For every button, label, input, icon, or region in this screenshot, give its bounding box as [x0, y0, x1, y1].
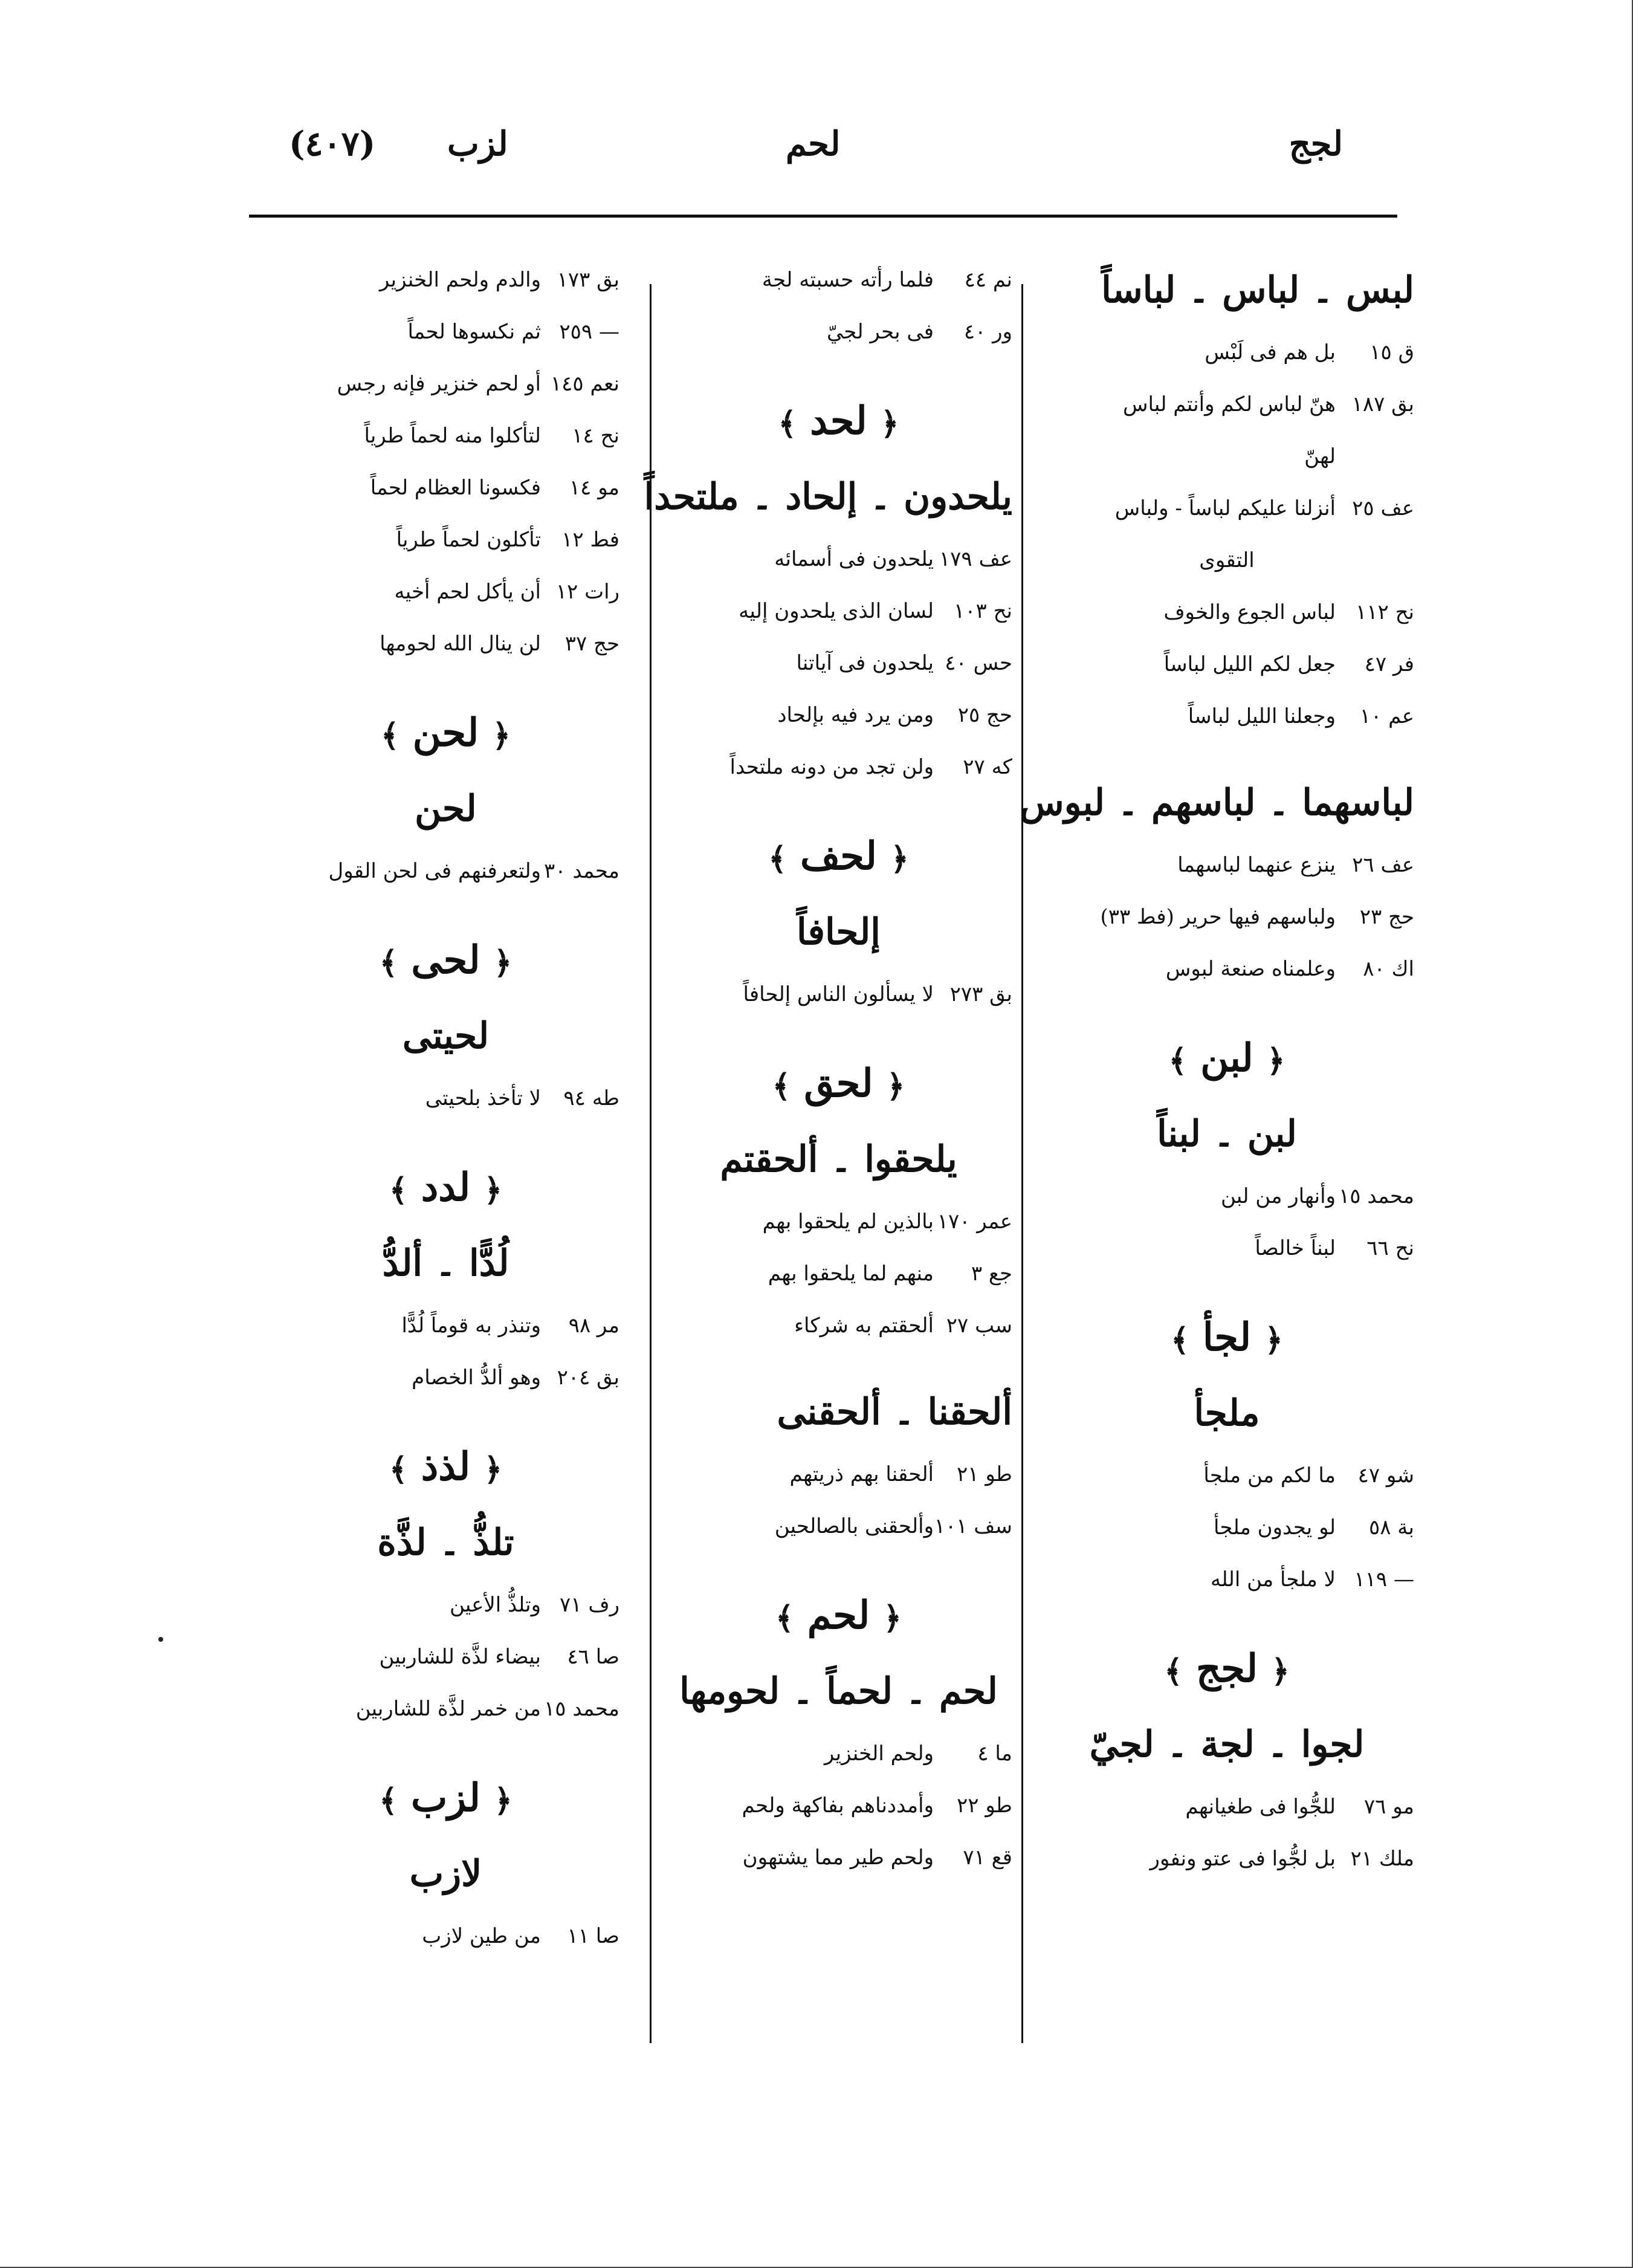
entry-text: من خمر لذَّة للشاربين [355, 1697, 541, 1721]
entry-text: وتنذر به قوماً لُدًّا [401, 1314, 541, 1338]
section-gap [272, 1735, 619, 1759]
ornament-right-icon: ﴿ [493, 944, 513, 982]
headwords: يلحدون ۔ إلحاد ۔ ملتحداً [644, 476, 1012, 518]
entry-reference: نعم ١٤٥ [550, 372, 619, 396]
headwords: لحن [415, 788, 477, 830]
header-left-word: لزب [447, 124, 508, 164]
root-word: لحف [800, 834, 878, 879]
entry-text: ثم نكسوها لحماً [407, 320, 541, 344]
entry-reference: — ٢٥٩ [559, 320, 619, 344]
entry-reference: نح ١٠٣ [953, 599, 1012, 623]
entry-reference: ق ١٥ [1369, 340, 1414, 364]
root-heading [272, 1428, 619, 1506]
entry-text: أن يأكل لحم أخيه [394, 580, 541, 604]
section-gap [1040, 1885, 1414, 1909]
root-word: لحن [412, 710, 479, 756]
entry-reference: كه ٢٧ [963, 755, 1012, 779]
dictionary-section [1040, 1298, 1414, 1605]
concordance-entry [272, 1072, 619, 1124]
section-gap [1040, 995, 1414, 1019]
concordance-entry [272, 1352, 619, 1404]
entry-reference: شو ٤٧ [1357, 1463, 1414, 1488]
root-word: لحم [807, 1593, 870, 1638]
section-gap [1040, 742, 1414, 766]
entry-text: وجعلنا الليل لباساً [1188, 704, 1336, 728]
root-word: لدد [421, 1165, 471, 1210]
section-gap [665, 1352, 1012, 1376]
root-word: لحق [804, 1061, 873, 1106]
headwords: ألحقنا ۔ ألحقنى [777, 1391, 1012, 1433]
concordance-entry [272, 462, 619, 514]
concordance-entry [272, 845, 619, 897]
ornament-right-icon: ﴿ [1267, 1042, 1285, 1080]
root-heading [272, 1149, 619, 1227]
concordance-entry [1040, 326, 1414, 378]
entry-reference: محمد ١٥ [543, 1697, 619, 1721]
root-heading [665, 1576, 1012, 1655]
concordance-entry [665, 1196, 1012, 1248]
entry-text: بل لجُّوا فى عتو ونفور [1150, 1847, 1336, 1871]
entry-text: جعل لكم الليل لباساً [1163, 652, 1336, 676]
entry-reference: بق ١٧٣ [557, 268, 619, 292]
concordance-entry [272, 618, 619, 670]
concordance-entry [1040, 482, 1414, 534]
ornament-right-icon: ﴿ [494, 1782, 513, 1819]
ornament-right-icon: ﴿ [483, 1451, 503, 1488]
headwords: لباسهما ۔ لباسهم ۔ لبوس [1020, 782, 1414, 824]
entry-text: وأمددناهم بفاكهة ولحم [742, 1793, 934, 1818]
entry-reference: طو ٢١ [957, 1462, 1012, 1486]
entry-text: ولتعرفنهم فى لحن القول [328, 859, 541, 883]
entry-text: لا ملجأ من الله [1211, 1567, 1336, 1592]
concordance-entry [665, 1832, 1012, 1884]
concordance-entry [1040, 586, 1414, 638]
root-heading [665, 382, 1012, 461]
section-gap [665, 1884, 1012, 1908]
header-right-word: لجج [1289, 124, 1343, 164]
entry-reference: عف ٢٦ [1352, 853, 1414, 877]
entry-reference: نح ١٤ [572, 424, 619, 448]
concordance-entry [665, 1500, 1012, 1552]
concordance-entry [272, 306, 619, 358]
column-divider-right [1021, 284, 1023, 2043]
entry-text: لتأكلوا منه لحماً طرياً [364, 424, 541, 448]
entry-text: هنّ لباس لكم وأنتم لباس [1123, 392, 1336, 416]
dictionary-section [1020, 766, 1414, 995]
concordance-entry [1040, 1502, 1414, 1554]
entry-reference: اك ٨٠ [1363, 957, 1414, 981]
dictionary-section [272, 1428, 619, 1735]
concordance-entry [272, 1683, 619, 1735]
headwords: تلذُّ ۔ لذَّة [377, 1521, 514, 1564]
column-right [1020, 254, 1414, 1909]
ornament-left-icon: ﴾ [379, 944, 398, 982]
root-word: لجج [1195, 1646, 1258, 1691]
ornament-left-icon: ﴾ [778, 405, 797, 442]
concordance-entry [1040, 1781, 1414, 1833]
entry-text: تأكلون لحماً طرياً [396, 528, 541, 552]
ornament-left-icon: ﴾ [1164, 1653, 1183, 1690]
entry-text: لن ينال الله لحومها [380, 632, 541, 656]
entry-continuation: لهنّ [1304, 444, 1336, 468]
entry-reference: مر ٩٨ [568, 1314, 619, 1338]
concordance-entry [665, 1448, 1012, 1500]
entry-text: من طين لازب [422, 1924, 541, 1948]
dictionary-section [272, 921, 619, 1124]
dictionary-section [665, 817, 1012, 1020]
root-word: لجأ [1202, 1315, 1252, 1360]
entry-continuation: التقوى [1199, 548, 1255, 572]
headwords: لازب [409, 1853, 482, 1895]
concordance-entry [1040, 1222, 1414, 1274]
entry-text: ولن تجد من دونه ملتحداً [729, 755, 934, 779]
entry-text: وأنهار من لبن [1221, 1184, 1336, 1208]
headwords: ملجأ [1194, 1392, 1260, 1434]
entry-text: لبناً خالصاً [1255, 1236, 1336, 1260]
entry-reference: بق ١٨٧ [1351, 392, 1414, 416]
entry-reference: محمد ١٥ [1338, 1184, 1414, 1208]
section-gap [665, 1020, 1012, 1045]
concordance-entry [1040, 891, 1414, 943]
entry-reference: سب ٢٧ [946, 1314, 1012, 1338]
headwords: لبن ۔ لبناً [1157, 1113, 1297, 1155]
section-gap [272, 1124, 619, 1149]
concordance-entry [1040, 1833, 1414, 1885]
root-heading [665, 1045, 1012, 1123]
concordance-entry [665, 637, 1012, 689]
entry-text: وألحقنى بالصالحين [774, 1514, 934, 1538]
dictionary-section [272, 694, 619, 897]
concordance-entry [665, 968, 1012, 1020]
entry-reference: ملك ٢١ [1350, 1847, 1414, 1871]
root-heading [272, 921, 619, 1000]
headwords: يلحقوا ۔ ألحقتم [720, 1138, 957, 1181]
section-gap [665, 793, 1012, 817]
dictionary-section [272, 254, 619, 670]
entry-text: ما لكم من ملجأ [1203, 1463, 1336, 1488]
entry-text: بيضاء لذَّة للشاربين [379, 1645, 541, 1669]
ornament-left-icon: ﴾ [772, 1068, 791, 1105]
entry-text: منهم لما يلحقوا بهم [768, 1262, 934, 1286]
entry-text: ولحم طير مما يشتهون [742, 1845, 934, 1870]
headwords: لحيتى [402, 1015, 490, 1057]
entry-reference: عف ٢٥ [1352, 496, 1414, 520]
root-heading [1040, 1630, 1414, 1708]
concordance-entry [665, 1728, 1012, 1780]
root-heading [1040, 1019, 1414, 1098]
concordance-entry [665, 585, 1012, 637]
root-heading [665, 817, 1012, 896]
entry-reference: بق ٢٠٤ [557, 1366, 619, 1390]
entry-reference: صا ١١ [567, 1924, 619, 1948]
concordance-entry [665, 741, 1012, 793]
entry-text: ألحقتم به شركاء [794, 1314, 934, 1338]
ornament-right-icon: ﴿ [1264, 1321, 1283, 1359]
concordance-entry [665, 1780, 1012, 1832]
ornament-left-icon: ﴾ [379, 1782, 398, 1819]
dictionary-section [272, 1149, 619, 1404]
root-heading [272, 1759, 619, 1838]
entry-reference: طو ٢٢ [957, 1793, 1012, 1818]
entry-reference: فط ١٢ [561, 528, 619, 552]
root-word: لذذ [421, 1444, 471, 1489]
ornament-right-icon: ﴿ [492, 717, 511, 754]
ornament-left-icon: ﴾ [380, 717, 399, 754]
entry-reference: نم ٤٤ [964, 268, 1012, 292]
root-word: لبن [1200, 1035, 1253, 1081]
concordance-entry [665, 254, 1012, 306]
concordance-entry [665, 1248, 1012, 1300]
ornament-right-icon: ﴿ [1271, 1653, 1290, 1690]
ornament-left-icon: ﴾ [389, 1171, 408, 1209]
ornament-right-icon: ﴿ [890, 840, 909, 878]
entry-text: لباس الجوع والخوف [1163, 600, 1336, 624]
dictionary-section [665, 1376, 1012, 1552]
concordance-entry [272, 1300, 619, 1352]
concordance-entry [272, 1910, 619, 1962]
headwords: لُدًّا ۔ ألدُّ [382, 1242, 509, 1285]
entry-reference: حج ٢٣ [1359, 905, 1414, 929]
concordance-entry [1040, 690, 1414, 742]
section-gap [1040, 1605, 1414, 1630]
section-gap [272, 1404, 619, 1428]
dictionary-section [272, 1759, 619, 1962]
concordance-entry [272, 1631, 619, 1683]
ornament-right-icon: ﴿ [886, 1068, 905, 1105]
entry-reference: صا ٤٦ [567, 1645, 619, 1669]
root-word: لحى [411, 938, 480, 983]
entry-reference: — ١١٩ [1354, 1567, 1414, 1592]
entry-text: ولحم الخنزير [824, 1742, 934, 1766]
entry-text: وتلذُّ الأعين [449, 1593, 541, 1617]
ornament-left-icon: ﴾ [1171, 1321, 1189, 1359]
entry-text: يلحدون فى آياتنا [796, 651, 934, 675]
section-gap [1040, 1274, 1414, 1298]
entry-reference: حس ٤٠ [945, 651, 1012, 675]
entry-reference: ما ٤ [977, 1742, 1012, 1766]
concordance-entry [272, 358, 619, 410]
concordance-entry [272, 254, 619, 306]
entry-text: بل هم فى لَبْس [1205, 340, 1336, 364]
concordance-entry [272, 514, 619, 566]
entry-reference: ور ٤٠ [963, 320, 1012, 344]
dictionary-section [665, 1576, 1012, 1884]
entry-text: وهو ألدُّ الخصام [412, 1366, 541, 1390]
headwords: لحم ۔ لحماً ۔ لحومها [679, 1670, 998, 1712]
concordance-entry [1040, 839, 1414, 891]
concordance-entry [1040, 1554, 1414, 1605]
ornament-left-icon: ﴾ [1168, 1042, 1187, 1080]
section-gap [272, 670, 619, 694]
page-number: (٤٠٧) [289, 124, 376, 164]
concordance-entry [665, 533, 1012, 585]
concordance-entry [1040, 1450, 1414, 1502]
entry-reference: فر ٤٧ [1364, 652, 1414, 676]
dictionary-section [644, 382, 1012, 793]
entry-reference: عمر ١٧٠ [937, 1210, 1012, 1234]
entry-reference: بة ٥٨ [1368, 1515, 1414, 1540]
ornament-right-icon: ﴿ [483, 1171, 503, 1209]
ornament-left-icon: ﴾ [389, 1451, 408, 1488]
root-heading [1040, 1298, 1414, 1377]
headwords: إلحافاً [797, 911, 881, 953]
entry-reference: رف ٧١ [559, 1593, 619, 1617]
entry-reference: نح ١١٢ [1355, 600, 1414, 624]
entry-text: ومن يرد فيه بإلحاد [777, 703, 934, 727]
entry-text: لسان الذى يلحدون إليه [739, 599, 934, 623]
entry-text: ألحقنا بهم ذريتهم [789, 1462, 934, 1486]
entry-text: فلما رأته حسبته لجة [762, 268, 934, 292]
entry-reference: مو ٧٦ [1363, 1795, 1414, 1819]
entry-reference: حج ٢٥ [957, 703, 1012, 727]
entry-reference: سف ١٠١ [934, 1514, 1012, 1538]
dictionary-section [1040, 1630, 1414, 1885]
entry-text: ينزع عنهما لباسهما [1177, 853, 1336, 877]
entry-text: لو يجدون ملجأ [1214, 1515, 1336, 1540]
entry-text: فى بحر لجيّ [826, 320, 934, 344]
entry-text: بالذين لم يلحقوا بهم [762, 1210, 934, 1234]
ornament-left-icon: ﴾ [775, 1599, 794, 1637]
entry-text: والدم ولحم الخنزير [379, 268, 541, 292]
column-middle [644, 254, 1012, 1908]
ornament-right-icon: ﴿ [883, 1599, 902, 1637]
entry-text: يلحدون فى أسمائه [774, 547, 934, 571]
dictionary-section [1040, 254, 1414, 742]
entry-reference: جع ٣ [971, 1262, 1012, 1286]
entry-text: للجُّوا فى طغيانهم [1185, 1795, 1336, 1819]
section-gap [272, 897, 619, 921]
entry-reference: مو ١٤ [569, 476, 619, 500]
concordance-entry [272, 1579, 619, 1631]
entry-reference: عم ١٠ [1359, 704, 1414, 728]
entry-text: وعلمناه صنعة لبوس [1165, 957, 1336, 981]
concordance-entry [665, 306, 1012, 358]
section-gap [665, 358, 1012, 382]
ornament-left-icon: ﴾ [768, 840, 787, 878]
entry-reference: طه ٩٤ [563, 1086, 619, 1110]
entry-reference: رات ١٢ [555, 580, 619, 604]
entry-reference: عف ١٧٩ [939, 547, 1012, 571]
section-gap [272, 1962, 619, 1986]
headwords: لجوا ۔ لجة ۔ لجيّ [1089, 1723, 1365, 1766]
dictionary-section [1040, 1019, 1414, 1274]
entry-text: فكسونا العظام لحماً [370, 476, 541, 500]
dictionary-section [665, 1045, 1012, 1352]
entry-reference: بق ٢٧٣ [949, 982, 1012, 1006]
section-gap [665, 1552, 1012, 1576]
concordance-entry [1040, 943, 1414, 995]
ornament-right-icon: ﴿ [880, 405, 899, 442]
root-word: لزب [410, 1775, 481, 1821]
entry-reference: حج ٣٧ [564, 632, 619, 656]
stray-dot [158, 1637, 163, 1642]
entry-reference: قع ٧١ [963, 1845, 1012, 1870]
concordance-entry [665, 689, 1012, 741]
entry-text: ولباسهم فيها حرير (فط ٣٣) [1100, 905, 1336, 929]
column-divider-left [650, 284, 652, 2043]
entry-text: أنزلنا عليكم لباساً - ولباس [1114, 496, 1336, 520]
concordance-entry [272, 566, 619, 618]
dictionary-section [665, 254, 1012, 358]
concordance-entry [272, 410, 619, 462]
root-word: لحد [810, 398, 867, 444]
concordance-entry [1040, 638, 1414, 690]
headwords: لبس ۔ لباس ۔ لباساً [1101, 269, 1414, 311]
entry-text: لا يسألون الناس إلحافاً [743, 982, 934, 1006]
entry-text: لا تأخذ بلحيتى [425, 1086, 541, 1110]
concordance-entry [1040, 378, 1414, 430]
entry-text: أو لحم خنزير فإنه رجس [337, 372, 541, 396]
concordance-entry [665, 1300, 1012, 1352]
header-rule [249, 215, 1397, 218]
concordance-entry [1040, 1170, 1414, 1222]
column-left [272, 254, 619, 1986]
entry-reference: محمد ٣٠ [543, 859, 619, 883]
entry-reference: نح ٦٦ [1366, 1236, 1414, 1260]
header-middle-word: لحم [786, 124, 841, 164]
root-heading [272, 694, 619, 773]
